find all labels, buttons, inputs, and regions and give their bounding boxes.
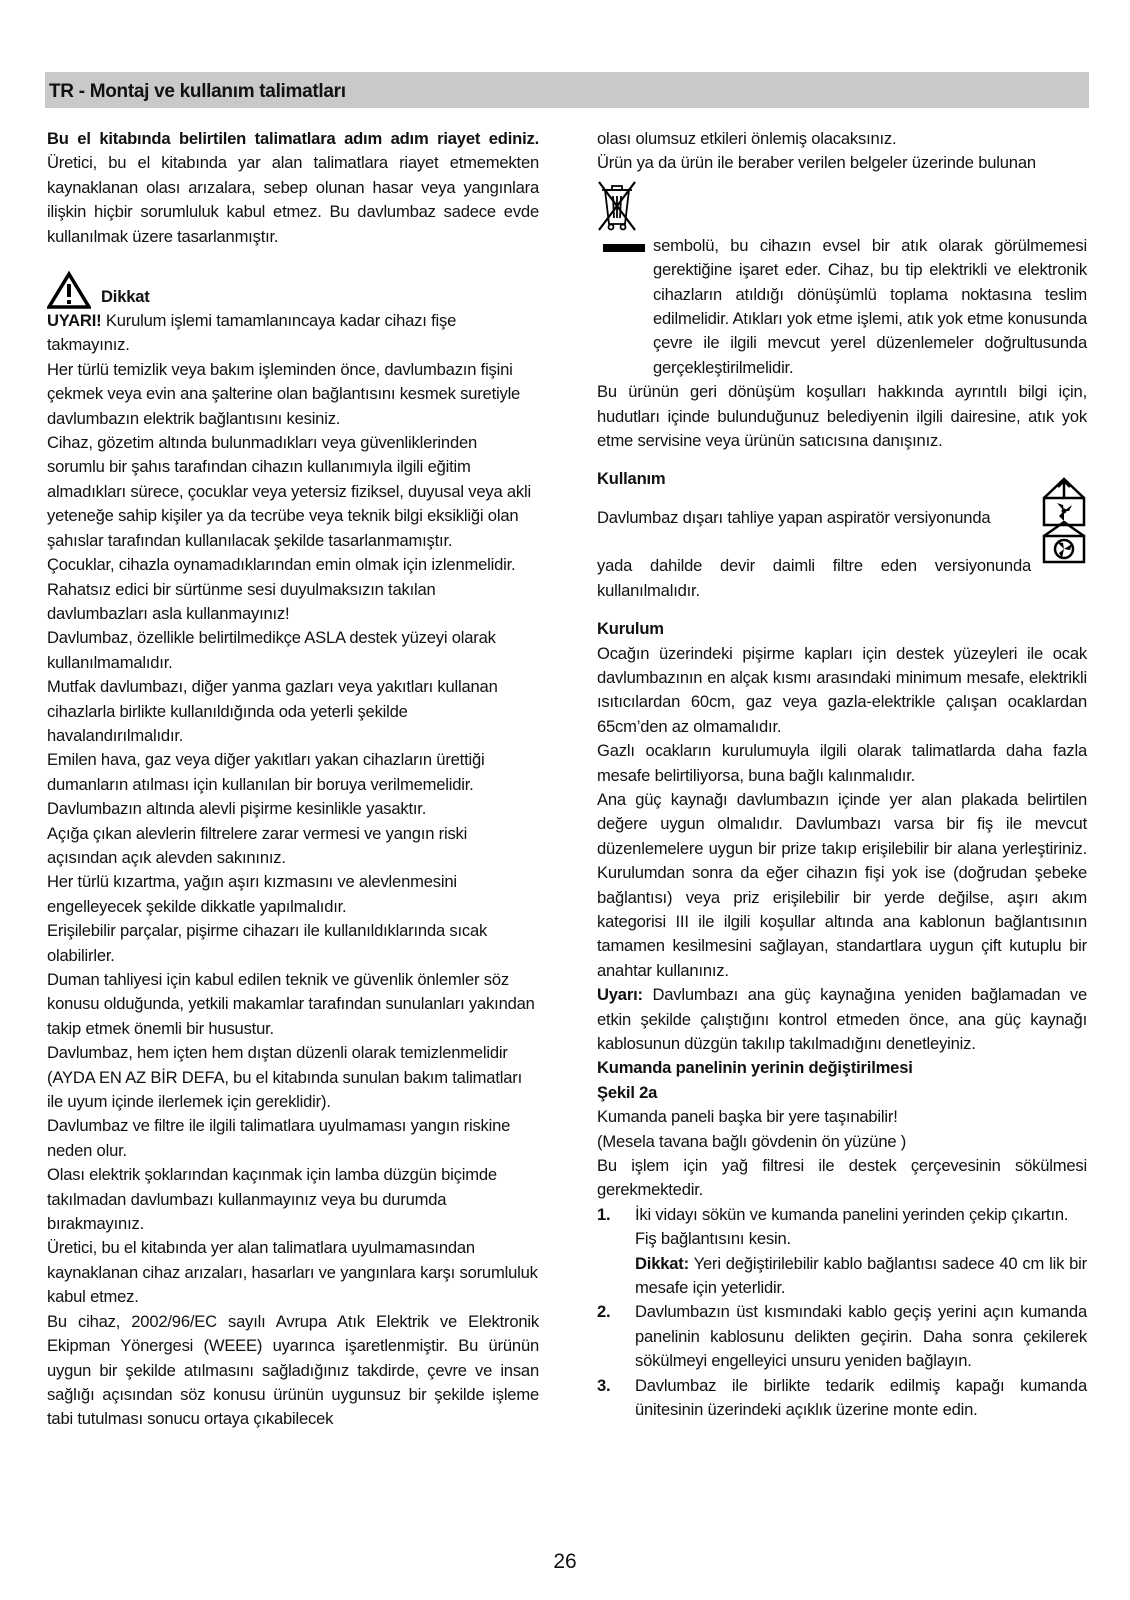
uyari-text-right: Davlumbazı ana güç kaynağına yeniden bağlamadan ve etkin şekilde çalıştığını kontrol etmeden önce, ana güç kaynağı kablosunun düzgün takılıp takılmadığını denetleyiniz. xyxy=(597,985,1087,1053)
warning-title: Dikkat xyxy=(101,286,150,306)
step-sub-text: Fiş bağlantısını kesin. xyxy=(635,1229,791,1249)
safety-paragraph: Her türlü kızartma, yağın aşırı kızmasını ve alevlenmesini engelleyecek şekilde dikkatle yapılmalıdır. xyxy=(47,872,457,916)
warning-triangle-icon xyxy=(47,271,91,309)
uyari-text: Kurulum işlemi tamamlanıncaya kadar cihazı fişe takmayınız. xyxy=(47,311,457,355)
continued-text: olası olumsuz etkileri önlemiş olacaksınız. xyxy=(597,129,897,148)
recycle-paragraph: Bu ürünün geri dönüşüm koşulları hakkında ayrıntılı bilgi için, hudutları içinde bulunduğunuz belediyenin ilgili dairesine, atık yok etme servisine veya ürünün satıcısına danışınız. xyxy=(597,382,1087,451)
intro-bold: Bu el kitabında belirtilen talimatlara adım adım riayet ediniz. xyxy=(47,129,539,148)
weee-paragraph: Bu cihaz, 2002/96/EC sayılı Avrupa Atık Elektrik ve Elektronik Ekipman Yönergesi (WEEE) uyarınca işaretlenmiştir. Bu ürünün uygun bir şekilde atılmasını sağladığınız takdirde, çevre ve insan sağlığı açısından söz konusu ürünün uygunsuz bir şekilde işleme tabi tutulması sonucu ortaya çıkabilecek xyxy=(47,1311,539,1429)
safety-paragraph: Açığa çıkan alevlerin filtrelere zarar vermesi ve yangın riski açısından açık alevden sakınınız. xyxy=(47,823,468,867)
step-number: 1. xyxy=(597,1204,611,1224)
safety-paragraph: Çocuklar, cihazla oynamadıklarından emin olmak için izlenmelidir. xyxy=(47,555,516,575)
safety-paragraph: Üretici, bu el kitabında yer alan talimatlara uyulmamasından kaynaklanan cihaz arızaları, hasarları ve yangınlara karşı sorumluluk kabul etmez. xyxy=(47,1238,538,1307)
kurulum-heading: Kurulum xyxy=(597,619,664,639)
steps-list xyxy=(597,1203,1087,1423)
safety-paragraphs xyxy=(47,358,539,1310)
kullanim-line-1 xyxy=(597,506,1087,530)
safety-paragraph: Davlumbaz, özellikle belirtilmedikçe ASLA destek yüzeyi olarak kullanılmamalıdır. xyxy=(47,628,496,672)
safety-paragraph: Davlumbaz, hem içten hem dıştan düzenli olarak temizlenmelidir (AYDA EN AZ BİR DEFA, bu el kitabında sunulan bakım talimatları ile uyum içinde ilerlemek için gereklidir). xyxy=(47,1043,522,1112)
symbol-paragraph xyxy=(597,234,1087,380)
kurulum-paragraph-1: Ocağın üzerindeki pişirme kapları için destek yüzeyleri ile ocak davlumbazının en alçak kısmı arasındaki minimum mesafe, elektrikli ısıtıcılardan 60cm, gaz veya gazla-elektrikle çalışan ocaklardan 65cm’den az olmamalıdır. xyxy=(597,643,1087,736)
product-docs-text: Ürün ya da ürün ile beraber verilen belgeler üzerinde bulunan xyxy=(597,153,1036,173)
uyari-label: UYARI! xyxy=(47,311,102,331)
step-note xyxy=(635,1252,1087,1301)
recirculation-icon xyxy=(1041,520,1087,564)
step-number: 2. xyxy=(597,1302,611,1322)
intro-text: Üretici, bu el kitabında yar alan talimatlara riayet etmemekten kaynaklanan olası arızalara, sebep olunan hasar veya yangınlara ilişkin hiçbir sorumluluk kabul etmez. Bu davlumbaz sadece evde kullanılmak üzere tasarlanmıştır. xyxy=(47,153,539,246)
kurulum-paragraph-2: Gazlı ocakların kurulumuyla ilgili olarak talimatlarda daha fazla mesafe belirtiliyorsa, buna bağlı kalınmalıdır. xyxy=(597,741,1087,785)
safety-paragraph: Mutfak davlumbazı, diğer yanma gazları veya yakıtları kullanan cihazlarla birlikte kullanıldığında oda yeterli şekilde havalandırılmalıdır. xyxy=(47,677,498,745)
safety-paragraph: Davlumbaz ve filtre ile ilgili talimatlara uyulmaması yangın riskine neden olur. xyxy=(47,1116,511,1160)
weee-symbol-row xyxy=(597,176,1087,234)
safety-paragraph: Olası elektrik şoklarından kaçınmak için lamba düzgün biçimde takılmadan davlumbazı kullanmayınız veya bu durumda bırakmayınız. xyxy=(47,1165,497,1234)
symbol-text: sembolü, bu cihazın evsel bir atık olarak görülmemesi gerektiğine işaret eder. Cihaz, bu tip elektrikli ve elektronik cihazların atıldığı dönüşümlü toplama noktasına teslim edilmelidir. Atıkları yok etme işlemi, atık yok etme konusunda çevre ile ilgili mevcut yerel düzenlemeler doğrultusunda gerçekleştirilmelidir. xyxy=(653,235,1087,377)
step-text: Davlumbazın üst kısmındaki kablo geçiş yerini açın kumanda panelinin kablosunu delikten geçirin. Daha sonra çekilerek sökülmeyi engelleyici unsuru yeniden bağlayın. xyxy=(635,1302,1087,1371)
step-item xyxy=(597,1374,1087,1423)
warning-heading xyxy=(47,265,539,309)
kumanda-paragraph-2: (Mesela tavana bağlı gövdenin ön yüzüne ) xyxy=(597,1131,907,1151)
section-header xyxy=(45,72,1089,108)
uyari-paragraph-right xyxy=(597,983,1087,1056)
uyari-paragraph xyxy=(47,309,539,358)
step-note-text: Yeri değiştirilebilir kablo bağlantısı sadece 40 cm lik bir mesafe için yeterlidir. xyxy=(635,1253,1087,1298)
step-text: İki vidayı sökün ve kumanda panelini yerinden çekip çıkartın. xyxy=(635,1204,1069,1224)
weee-bar-icon xyxy=(603,244,645,252)
right-column xyxy=(597,127,1087,1423)
step-number: 3. xyxy=(597,1375,611,1395)
step-item xyxy=(597,1203,1087,1301)
uyari-label-right: Uyarı: xyxy=(597,985,643,1005)
left-column xyxy=(47,127,539,1432)
sekil-heading: Şekil 2a xyxy=(597,1082,658,1102)
kumanda-heading: Kumanda panelinin yerinin değiştirilmesi xyxy=(597,1058,913,1078)
kullanim-text-1: Davlumbaz dışarı tahliye yapan aspiratör versiyonunda xyxy=(597,507,991,527)
safety-paragraph: Emilen hava, gaz veya diğer yakıtları yakan cihazların ürettiği dumanların atılması için kullanılan bir boruya verilmemelidir. xyxy=(47,750,485,794)
safety-paragraph: Rahatsız edici bir sürtünme sesi duyulmaksızın takılan davlumbazları asla kullanmayınız! xyxy=(47,579,436,623)
step-item xyxy=(597,1300,1087,1373)
safety-paragraph: Davlumbazın altında alevli pişirme kesinlikle yasaktır. xyxy=(47,799,427,819)
step-note-label: Dikkat: xyxy=(635,1253,689,1273)
step-text: Davlumbaz ile birlikte tedarik edilmiş kapağı kumanda ünitesinin üzerindeki açıklık üzerine monte edin. xyxy=(635,1375,1087,1420)
page-title: TR - Montaj ve kullanım talimatları xyxy=(49,81,346,102)
intro-paragraph xyxy=(47,127,539,249)
kullanim-line-2 xyxy=(597,554,1087,603)
kumanda-paragraph-1: Kumanda paneli başka bir yere taşınabilir! xyxy=(597,1107,898,1127)
safety-paragraph: Erişilebilir parçalar, pişirme cihazarı ile kullanıldıklarında sıcak olabilirler. xyxy=(47,921,488,965)
safety-paragraph: Duman tahliyesi için kabul edilen teknik ve güvenlik önlemler söz konusu olduğunda, yetkili makamlar tarafından sunulanları yakından takip etmek önemli bir husustur. xyxy=(47,970,535,1038)
safety-paragraph: Cihaz, gözetim altında bulunmadıkları veya güvenliklerinden sorumlu bir şahıs tarafından cihazın kullanımıyla ilgili eğitim almadıkları sürece, çocuklar veya yetersiz fiziksel, duyusal veya akli yeteneğe sahip kişiler ya da tecrübe veya teknik bilgi eksikliği olan şahıslar tarafından kullanılacak şekilde tasarlanmamıştır. xyxy=(47,433,532,550)
kurulum-paragraph-3: Ana güç kaynağı davlumbazın içinde yer alan plakada belirtilen değere uygun olmalıdır. Davlumbazı varsa bir fiş ile mevcut düzenlemelere uygun bir prize takıp erişilebilir bir alana yerleştiriniz. Kurulumdan sonra da eğer cihazın fişi yok ise (doğrudan şebeke bağlantısı) veya priz erişilebilir bir yerde değilse, aşırı akım kategorisi III ile ilgili koşullar altında ana kablonun bağlantısının tamamen kesilmesini sağlayan, standartlara uygun çift kutuplu bir anahtar kullanınız. xyxy=(597,789,1087,980)
safety-paragraph: Her türlü temizlik veya bakım işleminden önce, davlumbazın fişini çekmek veya evin ana şalterine olan bağlantısını kesmek suretiyle davlumbazın elektrik bağlantısını kesiniz. xyxy=(47,359,521,428)
crossed-bin-icon xyxy=(597,178,637,232)
page-number: 26 xyxy=(553,1550,577,1573)
kullanim-heading: Kullanım xyxy=(597,469,666,489)
kullanim-text-2: yada dahilde devir daimli filtre eden versiyonunda kullanılmalıdır. xyxy=(597,556,1031,600)
kumanda-paragraph-3: Bu işlem için yağ filtresi ile destek çerçevesinin sökülmesi gerekmektedir. xyxy=(597,1156,1087,1200)
